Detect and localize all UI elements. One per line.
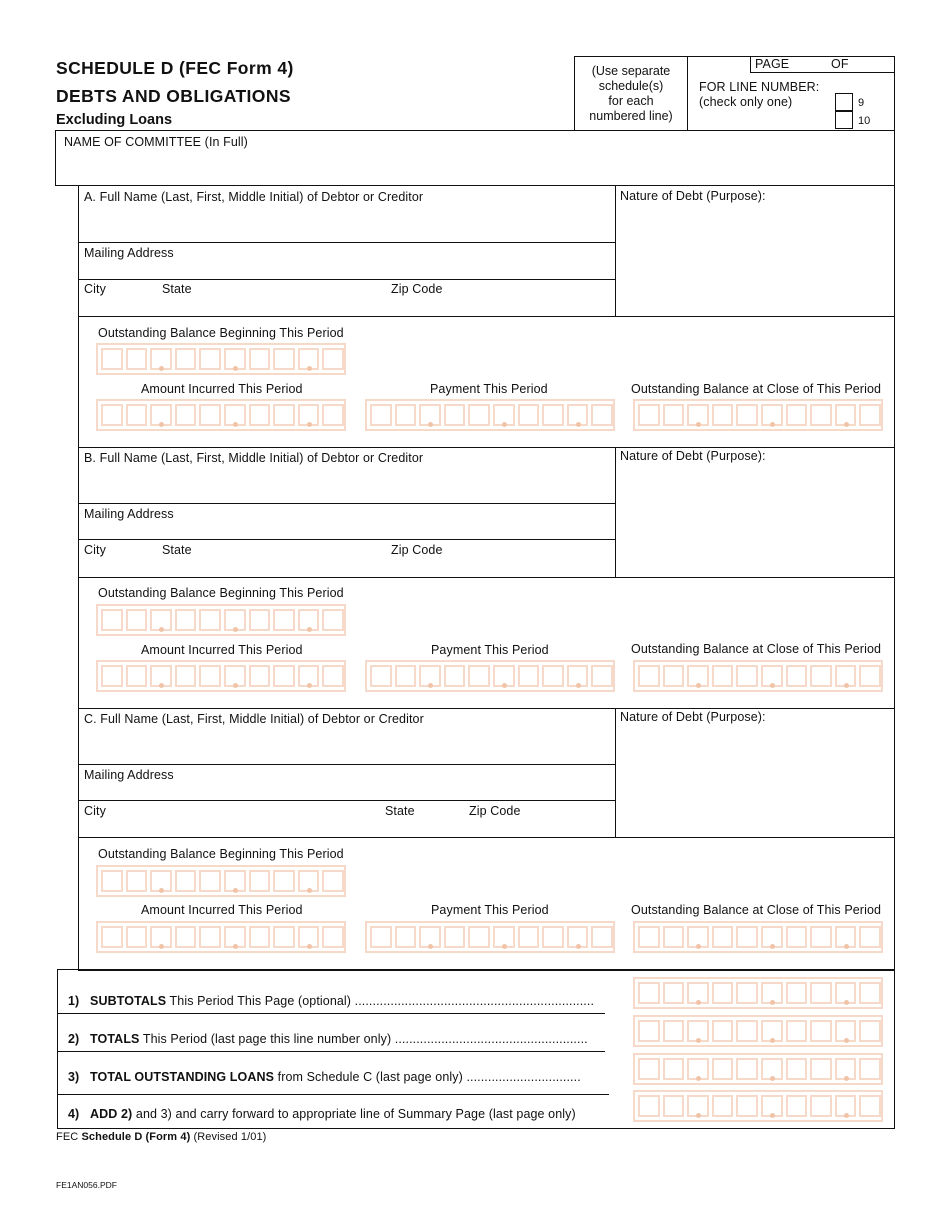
separator-mark (502, 422, 507, 427)
amount-digit-cell[interactable] (298, 870, 320, 892)
amount-digit-cell[interactable] (835, 1020, 857, 1042)
amount-digit-cell[interactable] (835, 1058, 857, 1080)
amount-digit-cell[interactable] (542, 665, 564, 687)
amount-digit-cell[interactable] (395, 404, 417, 426)
separator-mark (233, 683, 238, 688)
amount-digit-cell[interactable] (638, 404, 660, 426)
amount-digit-cell[interactable] (835, 926, 857, 948)
form-title: SCHEDULE D (FEC Form 4) (56, 58, 294, 78)
separator-mark (770, 1000, 775, 1005)
amount-digit-cell[interactable] (370, 404, 392, 426)
check-only-one-label: (check only one) (699, 95, 793, 109)
amount-digit-cell[interactable] (835, 982, 857, 1004)
amount-digit-cell[interactable] (542, 404, 564, 426)
amount-digit-cell[interactable] (712, 982, 734, 1004)
amount-digit-cell[interactable] (810, 926, 832, 948)
amount-digit-cell[interactable] (224, 870, 246, 892)
separator-mark (696, 944, 701, 949)
state-label: State (162, 282, 192, 296)
amount-digit-cell[interactable] (567, 926, 589, 948)
amount-digit-cell[interactable] (786, 1095, 808, 1117)
amount-digit-cell[interactable] (468, 665, 490, 687)
amount-digit-cell[interactable] (224, 665, 246, 687)
amount-digit-cell[interactable] (224, 348, 246, 370)
amount-digit-cell[interactable] (273, 665, 295, 687)
amount-digit-cell[interactable] (150, 665, 172, 687)
amount-digit-cell[interactable] (101, 404, 123, 426)
amount-digit-cell[interactable] (663, 665, 685, 687)
separator-mark (159, 888, 164, 893)
amount-digit-cell[interactable] (712, 926, 734, 948)
amount-digit-cell[interactable] (859, 665, 881, 687)
balance-beginning-label: Outstanding Balance Beginning This Period (98, 847, 344, 861)
amount-digit-cell[interactable] (199, 404, 221, 426)
separator-mark (576, 683, 581, 688)
separator-mark (159, 422, 164, 427)
amount-digit-cell[interactable] (199, 609, 221, 631)
amount-digit-cell[interactable] (518, 404, 540, 426)
full-name-label: B. Full Name (Last, First, Middle Initial) of Debtor or Creditor (84, 451, 424, 465)
nature-of-debt-label: Nature of Debt (Purpose): (620, 710, 766, 724)
amount-digit-cell[interactable] (736, 1058, 758, 1080)
for-line-number-label: FOR LINE NUMBER: (699, 80, 820, 94)
amount-digit-cell[interactable] (687, 1095, 709, 1117)
amount-digit-cell[interactable] (567, 404, 589, 426)
amount-digit-cell[interactable] (395, 665, 417, 687)
amount-digit-cell[interactable] (687, 1020, 709, 1042)
amount-digit-cell[interactable] (199, 926, 221, 948)
separator-mark (770, 1113, 775, 1118)
amount-digit-cell[interactable] (322, 665, 344, 687)
amount-digit-cell[interactable] (322, 926, 344, 948)
amount-digit-cell[interactable] (761, 404, 783, 426)
separator-mark (428, 422, 433, 427)
amount-digit-cell[interactable] (493, 404, 515, 426)
amount-digit-cell[interactable] (249, 665, 271, 687)
amount-digit-cell[interactable] (712, 404, 734, 426)
amount-digit-cell[interactable] (101, 665, 123, 687)
zip-code-label: Zip Code (391, 543, 443, 557)
amount-digit-cell[interactable] (761, 1058, 783, 1080)
amount-digit-cell[interactable] (518, 665, 540, 687)
total-line-1: 1) SUBTOTALS This Period This Page (optional) ................................................................... (68, 994, 595, 1008)
amount-digit-cell[interactable] (663, 982, 685, 1004)
amount-digit-cell[interactable] (567, 665, 589, 687)
amount-incurred-input[interactable] (96, 399, 346, 431)
separator-mark (233, 888, 238, 893)
amount-digit-cell[interactable] (444, 404, 466, 426)
amount-digit-cell[interactable] (712, 665, 734, 687)
amount-digit-cell[interactable] (298, 665, 320, 687)
amount-digit-cell[interactable] (370, 665, 392, 687)
separator-mark (696, 1113, 701, 1118)
separator-mark (428, 944, 433, 949)
carry-forward-input[interactable] (633, 1090, 883, 1122)
mailing-address-label: Mailing Address (84, 246, 174, 260)
amount-digit-cell[interactable] (786, 665, 808, 687)
amount-digit-cell[interactable] (126, 348, 148, 370)
amount-digit-cell[interactable] (786, 1020, 808, 1042)
separator-mark (502, 683, 507, 688)
amount-digit-cell[interactable] (859, 1095, 881, 1117)
city-label: City (84, 282, 106, 296)
amount-digit-cell[interactable] (687, 982, 709, 1004)
amount-digit-cell[interactable] (249, 609, 271, 631)
mailing-address-label: Mailing Address (84, 768, 174, 782)
amount-digit-cell[interactable] (638, 1058, 660, 1080)
form-footer: FEC Schedule D (Form 4) (Revised 1/01) (56, 1131, 267, 1143)
amount-digit-cell[interactable] (736, 1020, 758, 1042)
amount-digit-cell[interactable] (468, 404, 490, 426)
amount-digit-cell[interactable] (298, 926, 320, 948)
line-10-checkbox[interactable] (835, 111, 853, 129)
amount-digit-cell[interactable] (150, 404, 172, 426)
amount-digit-cell[interactable] (249, 870, 271, 892)
separator-mark (770, 1038, 775, 1043)
amount-digit-cell[interactable] (859, 982, 881, 1004)
amount-digit-cell[interactable] (736, 1095, 758, 1117)
amount-incurred-label: Amount Incurred This Period (141, 643, 303, 657)
amount-incurred-input[interactable] (96, 660, 346, 692)
separator-mark (770, 1076, 775, 1081)
amount-digit-cell[interactable] (835, 665, 857, 687)
amount-digit-cell[interactable] (542, 926, 564, 948)
amount-digit-cell[interactable] (712, 1020, 734, 1042)
amount-digit-cell[interactable] (199, 665, 221, 687)
zip-code-label: Zip Code (391, 282, 443, 296)
amount-digit-cell[interactable] (126, 870, 148, 892)
total-line-3: 3) TOTAL OUTSTANDING LOANS from Schedule C (last page only) ................................ (68, 1070, 581, 1084)
separator-mark (307, 627, 312, 632)
payment-label: Payment This Period (431, 643, 549, 657)
amount-digit-cell[interactable] (712, 1095, 734, 1117)
state-label: State (162, 543, 192, 557)
separator-mark (159, 366, 164, 371)
amount-digit-cell[interactable] (638, 1095, 660, 1117)
balance-close-label: Outstanding Balance at Close of This Period (631, 642, 882, 656)
amount-digit-cell[interactable] (273, 609, 295, 631)
amount-digit-cell[interactable] (150, 609, 172, 631)
separator-mark (159, 683, 164, 688)
file-id: FE1AN056.PDF (56, 1180, 117, 1190)
separator-mark (696, 1000, 701, 1005)
separator-mark (844, 1076, 849, 1081)
amount-digit-cell[interactable] (761, 982, 783, 1004)
amount-digit-cell[interactable] (298, 404, 320, 426)
separator-mark (428, 683, 433, 688)
amount-digit-cell[interactable] (786, 404, 808, 426)
amount-digit-cell[interactable] (395, 926, 417, 948)
amount-digit-cell[interactable] (273, 926, 295, 948)
full-name-label: C. Full Name (Last, First, Middle Initial) of Debtor or Creditor (84, 712, 424, 726)
amount-digit-cell[interactable] (224, 404, 246, 426)
amount-digit-cell[interactable] (175, 926, 197, 948)
amount-digit-cell[interactable] (370, 926, 392, 948)
amount-digit-cell[interactable] (249, 348, 271, 370)
amount-digit-cell[interactable] (444, 926, 466, 948)
amount-digit-cell[interactable] (638, 982, 660, 1004)
amount-digit-cell[interactable] (638, 1020, 660, 1042)
amount-digit-cell[interactable] (736, 982, 758, 1004)
amount-digit-cell[interactable] (175, 404, 197, 426)
nature-of-debt-label: Nature of Debt (Purpose): (620, 449, 766, 463)
total-outstanding-loans-input[interactable] (633, 1053, 883, 1085)
amount-incurred-input[interactable] (96, 921, 346, 953)
amount-digit-cell[interactable] (786, 982, 808, 1004)
separator-mark (576, 422, 581, 427)
full-name-label: A. Full Name (Last, First, Middle Initial) of Debtor or Creditor (84, 190, 424, 204)
amount-digit-cell[interactable] (249, 404, 271, 426)
committee-name-label: NAME OF COMMITTEE (In Full) (64, 135, 248, 149)
balance-beginning-input[interactable] (96, 343, 346, 375)
amount-digit-cell[interactable] (468, 926, 490, 948)
amount-digit-cell[interactable] (150, 870, 172, 892)
amount-digit-cell[interactable] (150, 926, 172, 948)
amount-digit-cell[interactable] (493, 665, 515, 687)
separator-mark (233, 422, 238, 427)
total-line-4: 4) ADD 2) and 3) and carry forward to appropriate line of Summary Page (last page only) (68, 1107, 576, 1121)
state-label: State (385, 804, 415, 818)
amount-digit-cell[interactable] (273, 348, 295, 370)
amount-digit-cell[interactable] (322, 609, 344, 631)
balance-close-input[interactable] (633, 399, 883, 431)
separator-mark (770, 683, 775, 688)
subtotals-input[interactable] (633, 977, 883, 1009)
amount-digit-cell[interactable] (126, 609, 148, 631)
separator-mark (159, 944, 164, 949)
amount-digit-cell[interactable] (298, 348, 320, 370)
separator-mark (233, 944, 238, 949)
amount-digit-cell[interactable] (322, 348, 344, 370)
amount-digit-cell[interactable] (518, 926, 540, 948)
amount-digit-cell[interactable] (859, 1020, 881, 1042)
payment-input[interactable] (365, 399, 615, 431)
amount-digit-cell[interactable] (761, 926, 783, 948)
payment-label: Payment This Period (431, 903, 549, 917)
line-9-checkbox[interactable] (835, 93, 853, 111)
amount-digit-cell[interactable] (126, 926, 148, 948)
payment-input[interactable] (365, 921, 615, 953)
amount-digit-cell[interactable] (150, 348, 172, 370)
amount-digit-cell[interactable] (810, 1095, 832, 1117)
payment-input[interactable] (365, 660, 615, 692)
zip-code-label: Zip Code (469, 804, 521, 818)
amount-digit-cell[interactable] (810, 1020, 832, 1042)
city-label: City (84, 804, 106, 818)
total-line-2: 2) TOTALS This Period (last page this line number only) ...................................................... (68, 1032, 588, 1046)
form-heading: DEBTS AND OBLIGATIONS (56, 86, 291, 106)
amount-digit-cell[interactable] (687, 665, 709, 687)
separator-mark (502, 944, 507, 949)
balance-close-input[interactable] (633, 921, 883, 953)
amount-digit-cell[interactable] (298, 609, 320, 631)
amount-digit-cell[interactable] (322, 404, 344, 426)
amount-digit-cell[interactable] (224, 609, 246, 631)
amount-digit-cell[interactable] (663, 926, 685, 948)
balance-close-label: Outstanding Balance at Close of This Period (631, 382, 882, 396)
nature-of-debt-label: Nature of Debt (Purpose): (620, 189, 766, 203)
amount-digit-cell[interactable] (638, 665, 660, 687)
amount-digit-cell[interactable] (419, 404, 441, 426)
amount-incurred-label: Amount Incurred This Period (141, 382, 303, 396)
separator-mark (770, 944, 775, 949)
form-subtitle: Excluding Loans (56, 112, 173, 128)
amount-digit-cell[interactable] (761, 1095, 783, 1117)
amount-digit-cell[interactable] (687, 1058, 709, 1080)
separate-schedule-note: (Use separate schedule(s) for each numbered line) (589, 64, 673, 123)
balance-beginning-input[interactable] (96, 604, 346, 636)
amount-digit-cell[interactable] (175, 609, 197, 631)
separator-mark (844, 944, 849, 949)
line-10-label: 10 (858, 115, 871, 127)
separator-mark (307, 683, 312, 688)
balance-beginning-label: Outstanding Balance Beginning This Period (98, 326, 344, 340)
amount-digit-cell[interactable] (687, 926, 709, 948)
balance-close-label: Outstanding Balance at Close of This Period (631, 903, 882, 917)
amount-digit-cell[interactable] (175, 665, 197, 687)
amount-digit-cell[interactable] (126, 404, 148, 426)
amount-digit-cell[interactable] (859, 404, 881, 426)
separator-mark (696, 1076, 701, 1081)
totals-input[interactable] (633, 1015, 883, 1047)
of-label: OF (831, 57, 849, 71)
page-label: PAGE (755, 57, 790, 71)
separator-mark (844, 1038, 849, 1043)
balance-beginning-label: Outstanding Balance Beginning This Period (98, 586, 344, 600)
amount-digit-cell[interactable] (687, 404, 709, 426)
amount-digit-cell[interactable] (249, 926, 271, 948)
amount-digit-cell[interactable] (175, 870, 197, 892)
balance-beginning-input[interactable] (96, 865, 346, 897)
separator-mark (307, 944, 312, 949)
amount-digit-cell[interactable] (663, 404, 685, 426)
separator-mark (696, 422, 701, 427)
amount-digit-cell[interactable] (859, 926, 881, 948)
separator-mark (696, 683, 701, 688)
amount-incurred-label: Amount Incurred This Period (141, 903, 303, 917)
amount-digit-cell[interactable] (761, 665, 783, 687)
separator-mark (576, 944, 581, 949)
amount-digit-cell[interactable] (859, 1058, 881, 1080)
amount-digit-cell[interactable] (493, 926, 515, 948)
amount-digit-cell[interactable] (199, 348, 221, 370)
separator-mark (159, 627, 164, 632)
separator-mark (233, 366, 238, 371)
amount-digit-cell[interactable] (736, 665, 758, 687)
separator-mark (844, 683, 849, 688)
amount-digit-cell[interactable] (101, 870, 123, 892)
amount-digit-cell[interactable] (810, 1058, 832, 1080)
amount-digit-cell[interactable] (663, 1095, 685, 1117)
amount-digit-cell[interactable] (273, 404, 295, 426)
amount-digit-cell[interactable] (663, 1020, 685, 1042)
amount-digit-cell[interactable] (591, 404, 613, 426)
amount-digit-cell[interactable] (199, 870, 221, 892)
amount-digit-cell[interactable] (419, 926, 441, 948)
separator-mark (696, 1038, 701, 1043)
separator-mark (844, 1000, 849, 1005)
amount-digit-cell[interactable] (273, 870, 295, 892)
amount-digit-cell[interactable] (101, 926, 123, 948)
amount-digit-cell[interactable] (810, 404, 832, 426)
amount-digit-cell[interactable] (419, 665, 441, 687)
separator-mark (307, 888, 312, 893)
amount-digit-cell[interactable] (712, 1058, 734, 1080)
mailing-address-label: Mailing Address (84, 507, 174, 521)
amount-digit-cell[interactable] (761, 1020, 783, 1042)
amount-digit-cell[interactable] (663, 1058, 685, 1080)
amount-digit-cell[interactable] (591, 926, 613, 948)
amount-digit-cell[interactable] (810, 982, 832, 1004)
amount-digit-cell[interactable] (835, 404, 857, 426)
amount-digit-cell[interactable] (591, 665, 613, 687)
separator-mark (844, 1113, 849, 1118)
amount-digit-cell[interactable] (322, 870, 344, 892)
line-9-label: 9 (858, 97, 865, 109)
separator-mark (233, 627, 238, 632)
separator-mark (770, 422, 775, 427)
separator-mark (307, 422, 312, 427)
amount-digit-cell[interactable] (101, 609, 123, 631)
amount-digit-cell[interactable] (224, 926, 246, 948)
amount-digit-cell[interactable] (101, 348, 123, 370)
amount-digit-cell[interactable] (835, 1095, 857, 1117)
separator-mark (307, 366, 312, 371)
amount-digit-cell[interactable] (786, 926, 808, 948)
amount-digit-cell[interactable] (786, 1058, 808, 1080)
amount-digit-cell[interactable] (638, 926, 660, 948)
amount-digit-cell[interactable] (126, 665, 148, 687)
amount-digit-cell[interactable] (736, 404, 758, 426)
separator-mark (844, 422, 849, 427)
balance-close-input[interactable] (633, 660, 883, 692)
city-label: City (84, 543, 106, 557)
amount-digit-cell[interactable] (810, 665, 832, 687)
amount-digit-cell[interactable] (736, 926, 758, 948)
amount-digit-cell[interactable] (175, 348, 197, 370)
payment-label: Payment This Period (430, 382, 548, 396)
amount-digit-cell[interactable] (444, 665, 466, 687)
